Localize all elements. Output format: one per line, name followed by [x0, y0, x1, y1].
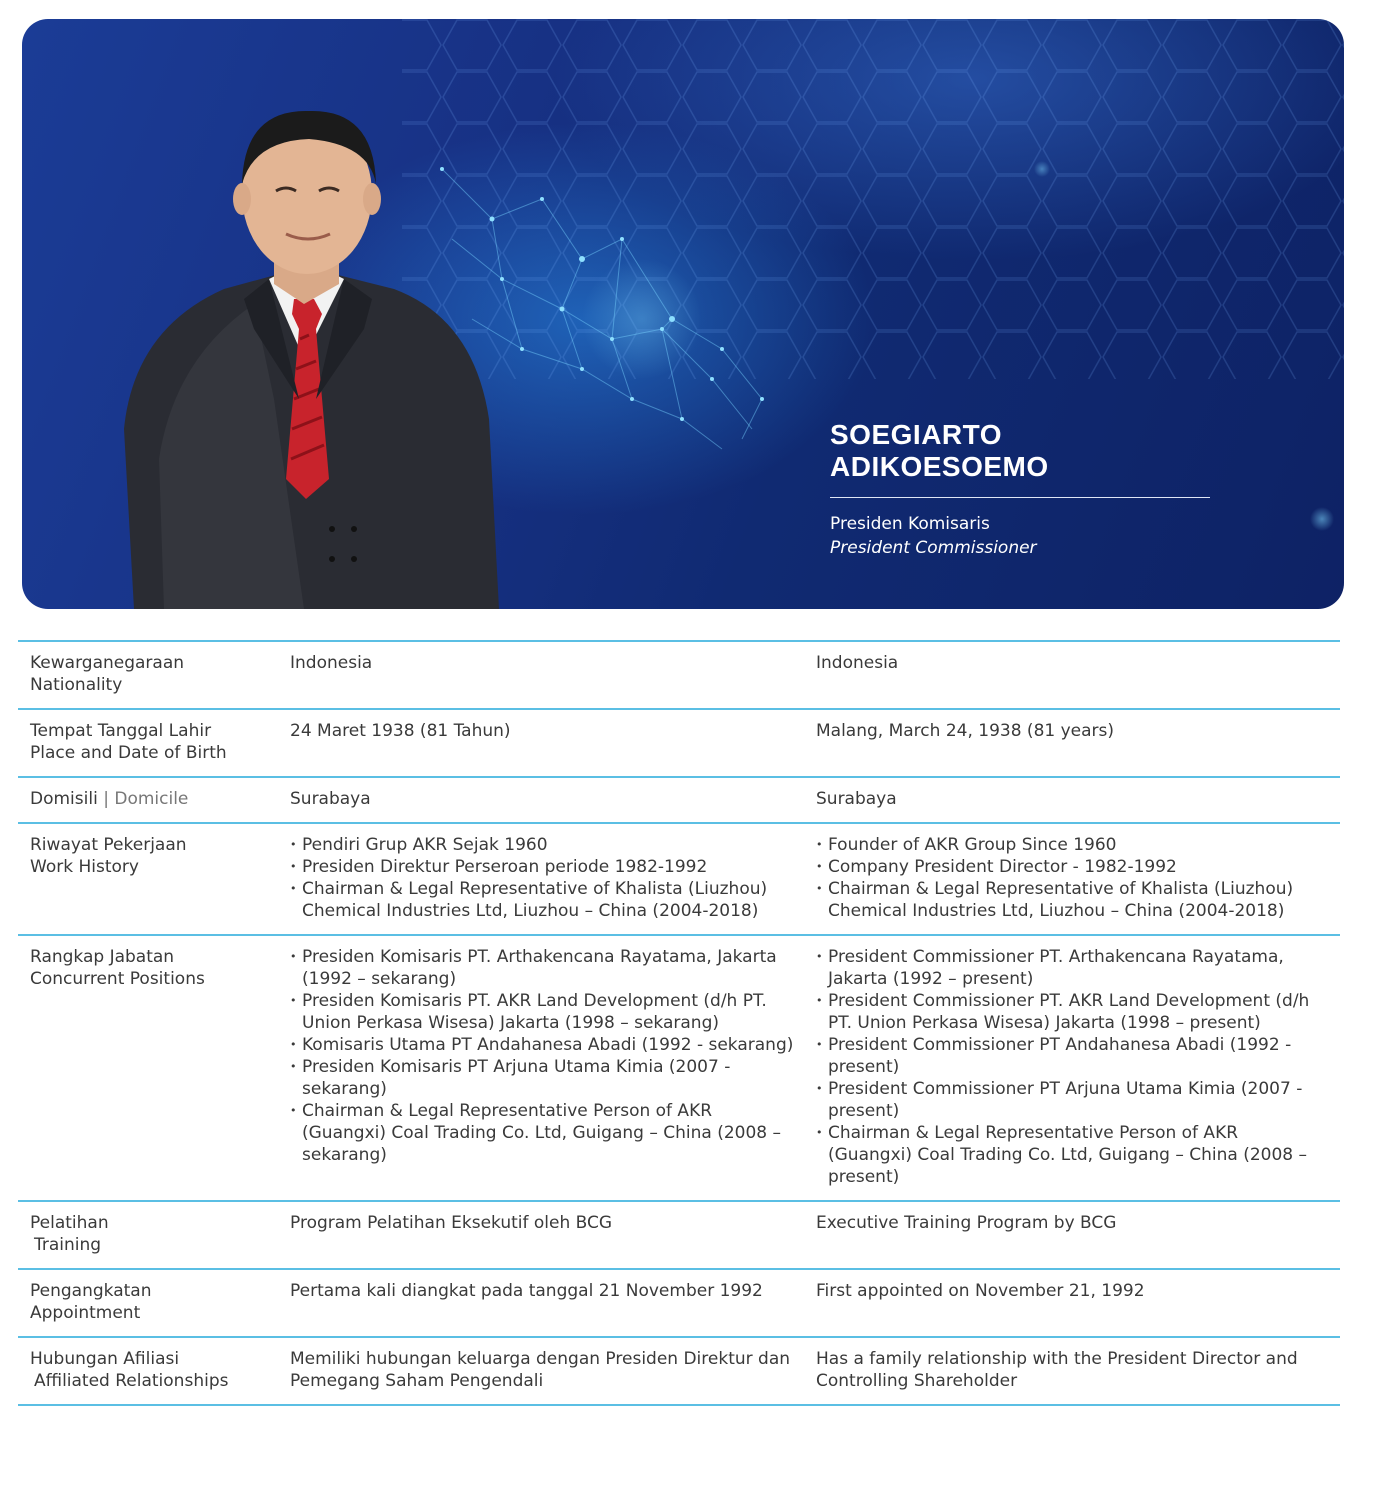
list-item: • Presiden Komisaris PT Arjuna Utama Kimia (2007 - sekarang) — [290, 1056, 798, 1100]
label-concurrent-en: Concurrent Positions — [30, 969, 205, 989]
value-nationality-id: Indonesia — [290, 653, 373, 673]
row-work-history — [18, 824, 1340, 936]
value-training-en: Executive Training Program by BCG — [816, 1213, 1117, 1233]
label-concurrent-id: Rangkap Jabatan — [30, 947, 175, 967]
label-training-id: Pelatihan — [30, 1213, 109, 1233]
value-appointment-en: First appointed on November 21, 1992 — [816, 1281, 1145, 1301]
row-birth — [18, 710, 1340, 778]
label-domicile-id: Domisili — [30, 789, 98, 809]
label-separator: | — [103, 789, 109, 809]
portrait-photo — [104, 99, 504, 609]
list-item: • Komisaris Utama PT Andahanesa Abadi (1992 - sekarang) — [290, 1034, 798, 1056]
value-training-id: Program Pelatihan Eksekutif oleh BCG — [290, 1213, 613, 1233]
list-item: • President Commissioner PT Andahanesa Abadi (1992 - present) — [816, 1034, 1322, 1078]
label-nationality-en: Nationality — [30, 675, 123, 695]
work-history-list-en — [816, 834, 1322, 922]
label-appointment-en: Appointment — [30, 1303, 141, 1323]
concurrent-list-en — [816, 946, 1322, 1188]
list-item: • President Commissioner PT. Arthakencana Rayatama, Jakarta (1992 – present) — [816, 946, 1322, 990]
person-name-last: ADIKOESOEMO — [830, 451, 1049, 482]
label-domicile — [30, 788, 290, 810]
value-affiliation-id: Memiliki hubungan keluarga dengan Presiden Direktur dan Pemegang Saham Pengendali — [290, 1349, 791, 1391]
list-item: • Founder of AKR Group Since 1960 — [816, 834, 1322, 856]
label-work-history-id: Riwayat Pekerjaan — [30, 835, 187, 855]
person-role-en: President Commissioner — [830, 538, 1037, 558]
row-appointment — [18, 1270, 1340, 1338]
label-domicile-en: Domicile — [114, 789, 189, 809]
row-domicile — [18, 778, 1340, 824]
row-training — [18, 1202, 1340, 1270]
list-item: • President Commissioner PT Arjuna Utama Kimia (2007 - present) — [816, 1078, 1322, 1122]
list-item: • Pendiri Grup AKR Sejak 1960 — [290, 834, 798, 856]
list-item: • Chairman & Legal Representative Person of AKR (Guangxi) Coal Trading Co. Ltd, Guigang – China (2008 – sekarang) — [290, 1100, 798, 1166]
list-item: • Presiden Direktur Perseroan periode 1982-1992 — [290, 856, 798, 878]
person-role-id: Presiden Komisaris — [830, 514, 990, 534]
list-item: • Presiden Komisaris PT. AKR Land Development (d/h PT. Union Perkasa Wisesa) Jakarta (1998 – sekarang) — [290, 990, 798, 1034]
label-affiliation-en: Affiliated Relationships — [34, 1371, 229, 1391]
list-item: • Chairman & Legal Representative of Khalista (Liuzhou) Chemical Industries Ltd, Liuzhou – China (2004-2018) — [816, 878, 1322, 922]
value-birth-id: 24 Maret 1938 (81 Tahun) — [290, 721, 511, 741]
list-item: • Company President Director - 1982-1992 — [816, 856, 1322, 878]
value-domicile-en: Surabaya — [816, 789, 897, 809]
list-item: • Chairman & Legal Representative Person of AKR (Guangxi) Coal Trading Co. Ltd, Guigang – China (2008 – present) — [816, 1122, 1322, 1188]
list-item: • Chairman & Legal Representative of Khalista (Liuzhou) Chemical Industries Ltd, Liuzhou – China (2004-2018) — [290, 878, 798, 922]
person-name-first: SOEGIARTO — [830, 419, 1003, 450]
value-domicile-id: Surabaya — [290, 789, 371, 809]
label-birth-id: Tempat Tanggal Lahir — [30, 721, 212, 741]
work-history-list-id — [290, 834, 798, 922]
list-item: • President Commissioner PT. AKR Land Development (d/h PT. Union Perkasa Wisesa) Jakarta (1998 – present) — [816, 990, 1322, 1034]
concurrent-list-id — [290, 946, 798, 1166]
row-nationality — [18, 642, 1340, 710]
label-work-history-en: Work History — [30, 857, 139, 877]
value-nationality-en: Indonesia — [816, 653, 899, 673]
row-concurrent-positions — [18, 936, 1340, 1202]
label-affiliation-id: Hubungan Afiliasi — [30, 1349, 180, 1369]
value-affiliation-en: Has a family relationship with the President Director and Controlling Shareholder — [816, 1349, 1298, 1391]
profile-banner — [22, 19, 1344, 609]
label-appointment-id: Pengangkatan — [30, 1281, 152, 1301]
row-affiliation — [18, 1338, 1340, 1406]
value-appointment-id: Pertama kali diangkat pada tanggal 21 November 1992 — [290, 1281, 763, 1301]
label-training-en: Training — [34, 1235, 102, 1255]
label-birth-en: Place and Date of Birth — [30, 743, 227, 763]
profile-table — [18, 640, 1340, 1406]
name-block — [830, 419, 1210, 560]
value-birth-en: Malang, March 24, 1938 (81 years) — [816, 721, 1115, 741]
name-divider — [830, 497, 1210, 498]
list-item: • Presiden Komisaris PT. Arthakencana Rayatama, Jakarta (1992 – sekarang) — [290, 946, 798, 990]
label-nationality-id: Kewarganegaraan — [30, 653, 185, 673]
